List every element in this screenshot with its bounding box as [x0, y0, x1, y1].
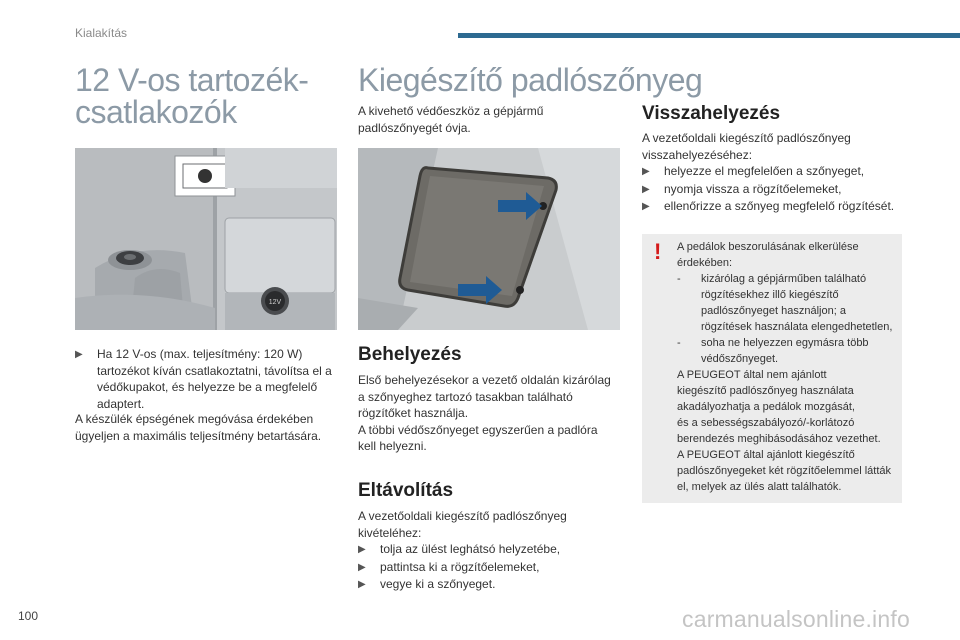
floor-mat-photo [358, 148, 620, 330]
bullet-marker-icon: ▶ [642, 166, 650, 177]
title-line: 12 V-os tartozék- [75, 62, 309, 98]
socket-photo [75, 148, 337, 330]
page-number: 100 [18, 609, 39, 623]
list-item: - kizárólag a gépjárműben található rögzítésekhez illő kiegészítő padlószőnyeget használjon; a rögzítések használata elengedhetetlen, [677, 273, 893, 333]
bullet-marker-icon: ▶ [358, 579, 366, 590]
warning-content: A pedálok beszorulásának elkerülése érdekében: - kizárólag a gépjárműben található rögzítésekhez illő kiegészítő padlószőnyeget használjon; a rögzítések használata elengedhetetlen, - soha ne helyezzen egymásra több védőszőnyeget. A PEUGEOT által nem ajánlott kiegészítő padlószőnyeg használata akadályozhatja a pedálok mozgását, és a sebességszabályozó/-korlátozó berendezés meghibásodásához vezethet. A PEUGEOT által ajánlott kiegészítő padlószőnyegeket két rögzítőelemmel látták el, melyek az ülés alatt találhatók. [677, 239, 899, 495]
watermark: carmanualsonline.info [682, 606, 910, 632]
heading-install: Behelyezés [358, 344, 462, 365]
socket-bullet [75, 346, 341, 412]
warning-exclamation-icon: ! [654, 239, 662, 264]
list-item: ▶ vegye ki a szőnyeget. [358, 576, 628, 594]
list-item: ▶ nyomja vissza a rögzítőelemeket, [642, 181, 922, 199]
heading-remove: Eltávolítás [358, 480, 454, 501]
title-line: csatlakozók [75, 94, 237, 130]
header-bar [458, 33, 960, 38]
socket-12v-label: 12V [268, 299, 282, 306]
list-item: ▶ Ha 12 V-os (max. teljesítmény: 120 W) tartozékot kíván csatlakoztatni, távolítsa el a védőkupakot, és helyezze be a megfelelő adaptert. [75, 347, 332, 411]
install-text: Első behelyezésekor a vezető oldalán kizárólag a szőnyeghez tartozó tasakban található rögzítőket használja. A többi védőszőnyeget egyszerűen a padlóra kell helyezni. [358, 373, 611, 453]
bullet-marker-icon: ▶ [358, 561, 366, 573]
replace-text: A vezetőoldali kiegészítő padlószőnyeg visszahelyezéséhez: ▶ helyezze el megfelelően a szőnyeget, ▶ nyomja vissza a rögzítőelemeket, ▶ ellenőrizze a szőnyeg megfelelő rögzítését. [642, 130, 922, 216]
list-item: ▶ helyezze el megfelelően a szőnyeget, [642, 163, 922, 181]
socket-12v-icon [75, 148, 337, 330]
list-item: - soha ne helyezzen egymásra több védőszőnyeget. [677, 337, 869, 365]
heading-replace: Visszahelyezés [642, 103, 781, 124]
page-title-12v [75, 64, 308, 128]
floor-mat-intro: A kivehető védőeszköz a gépjármű padlószőnyegét óvja. [358, 104, 544, 135]
list-item: ▶ tolja az ülést leghátsó helyzetébe, [358, 541, 628, 559]
bullet-marker-icon: ▶ [358, 544, 366, 555]
list-item: ▶ ellenőrizze a szőnyeg megfelelő rögzítését. [642, 198, 922, 216]
remove-text: A vezetőoldali kiegészítő padlószőnyeg kivételéhez: ▶ tolja az ülést leghátsó helyzetébe, ▶ pattintsa ki a rögzítőelemeket, ▶ vegye ki a szőnyeget. [358, 508, 628, 594]
bullet-marker-icon: ▶ [642, 201, 650, 212]
socket-note: A készülék épségének megóvása érdekében ügyeljen a maximális teljesítmény betartására. [75, 412, 322, 443]
list-item: ▶ pattintsa ki a rögzítőelemeket, [358, 559, 628, 577]
section-label: Kialakítás [75, 26, 128, 40]
bullet-marker-icon: ▶ [642, 183, 650, 195]
floor-mat-arrows-icon [358, 148, 620, 330]
page-title-floor-mat: Kiegészítő padlószőnyeg [358, 62, 703, 98]
bullet-marker-icon: ▶ [75, 349, 83, 360]
warning-box [642, 234, 902, 503]
